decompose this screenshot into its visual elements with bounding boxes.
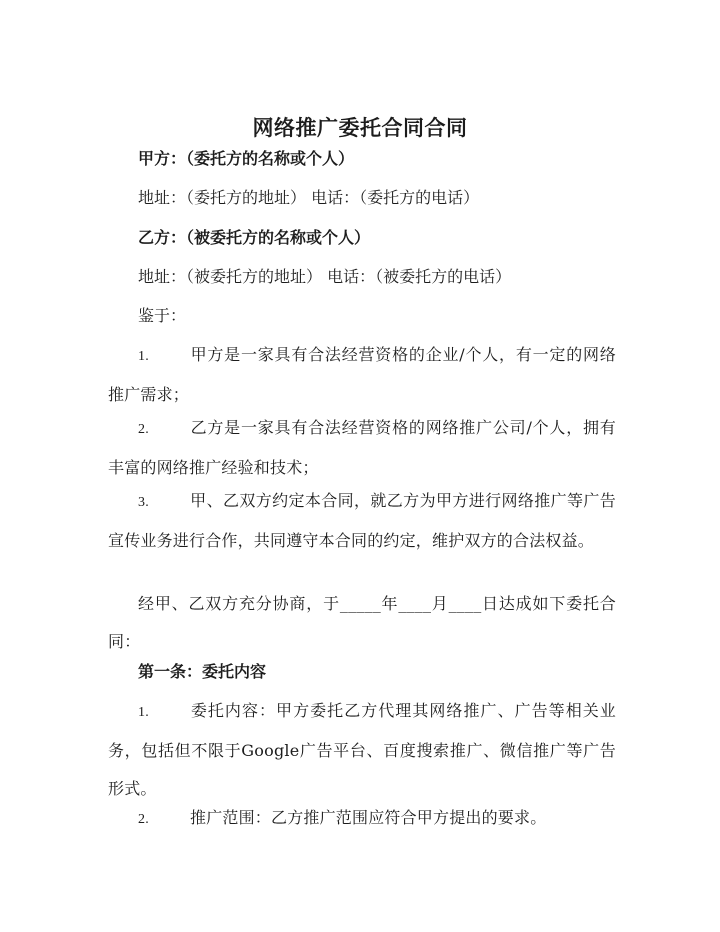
recital-text: 甲、乙双方约定本合同，就乙方为甲方进行网络推广等广告宣传业务进行合作，共同遵守本合同的约定，维护双方的合法权益。 bbox=[108, 491, 616, 550]
party-a-label: 甲方：（委托方的名称或个人） bbox=[138, 149, 355, 168]
article-1-heading: 第一条：委托内容 bbox=[138, 662, 267, 681]
article-item-number: 2. bbox=[138, 812, 149, 827]
recital-item bbox=[108, 336, 616, 414]
recital-number: 3. bbox=[138, 495, 149, 510]
recital-item bbox=[108, 482, 616, 560]
recital-item bbox=[108, 409, 616, 487]
party-b-address: 地址：（被委托方的地址） 电话：（被委托方的电话） bbox=[138, 267, 512, 286]
document-title: 网络推广委托合同合同 bbox=[252, 115, 468, 140]
party-b-label: 乙方：（被委托方的名称或个人） bbox=[138, 228, 371, 247]
article-item-text: 委托内容：甲方委托乙方代理其网络推广、广告等相关业务，包括但不限于Google广告平台、百度搜索推广、微信推广等广告形式。 bbox=[108, 701, 616, 798]
article-item-text: 推广范围：乙方推广范围应符合甲方提出的要求。 bbox=[190, 808, 547, 827]
article-item bbox=[108, 799, 616, 839]
agreement-statement: 经甲、乙双方充分协商，于_____年____月____日达成如下委托合同： bbox=[108, 594, 616, 651]
recital-text: 乙方是一家具有合法经营资格的网络推广公司/个人，拥有丰富的网络推广经验和技术； bbox=[108, 418, 616, 477]
recital-text: 甲方是一家具有合法经营资格的企业/个人，有一定的网络推广需求； bbox=[108, 345, 616, 404]
article-item bbox=[108, 692, 616, 808]
whereas-label: 鉴于： bbox=[138, 306, 187, 325]
recital-number: 1. bbox=[138, 349, 149, 364]
recital-number: 2. bbox=[138, 422, 149, 437]
article-item-number: 1. bbox=[138, 705, 149, 720]
party-a-address: 地址：（委托方的地址） 电话：（委托方的电话） bbox=[138, 188, 480, 207]
